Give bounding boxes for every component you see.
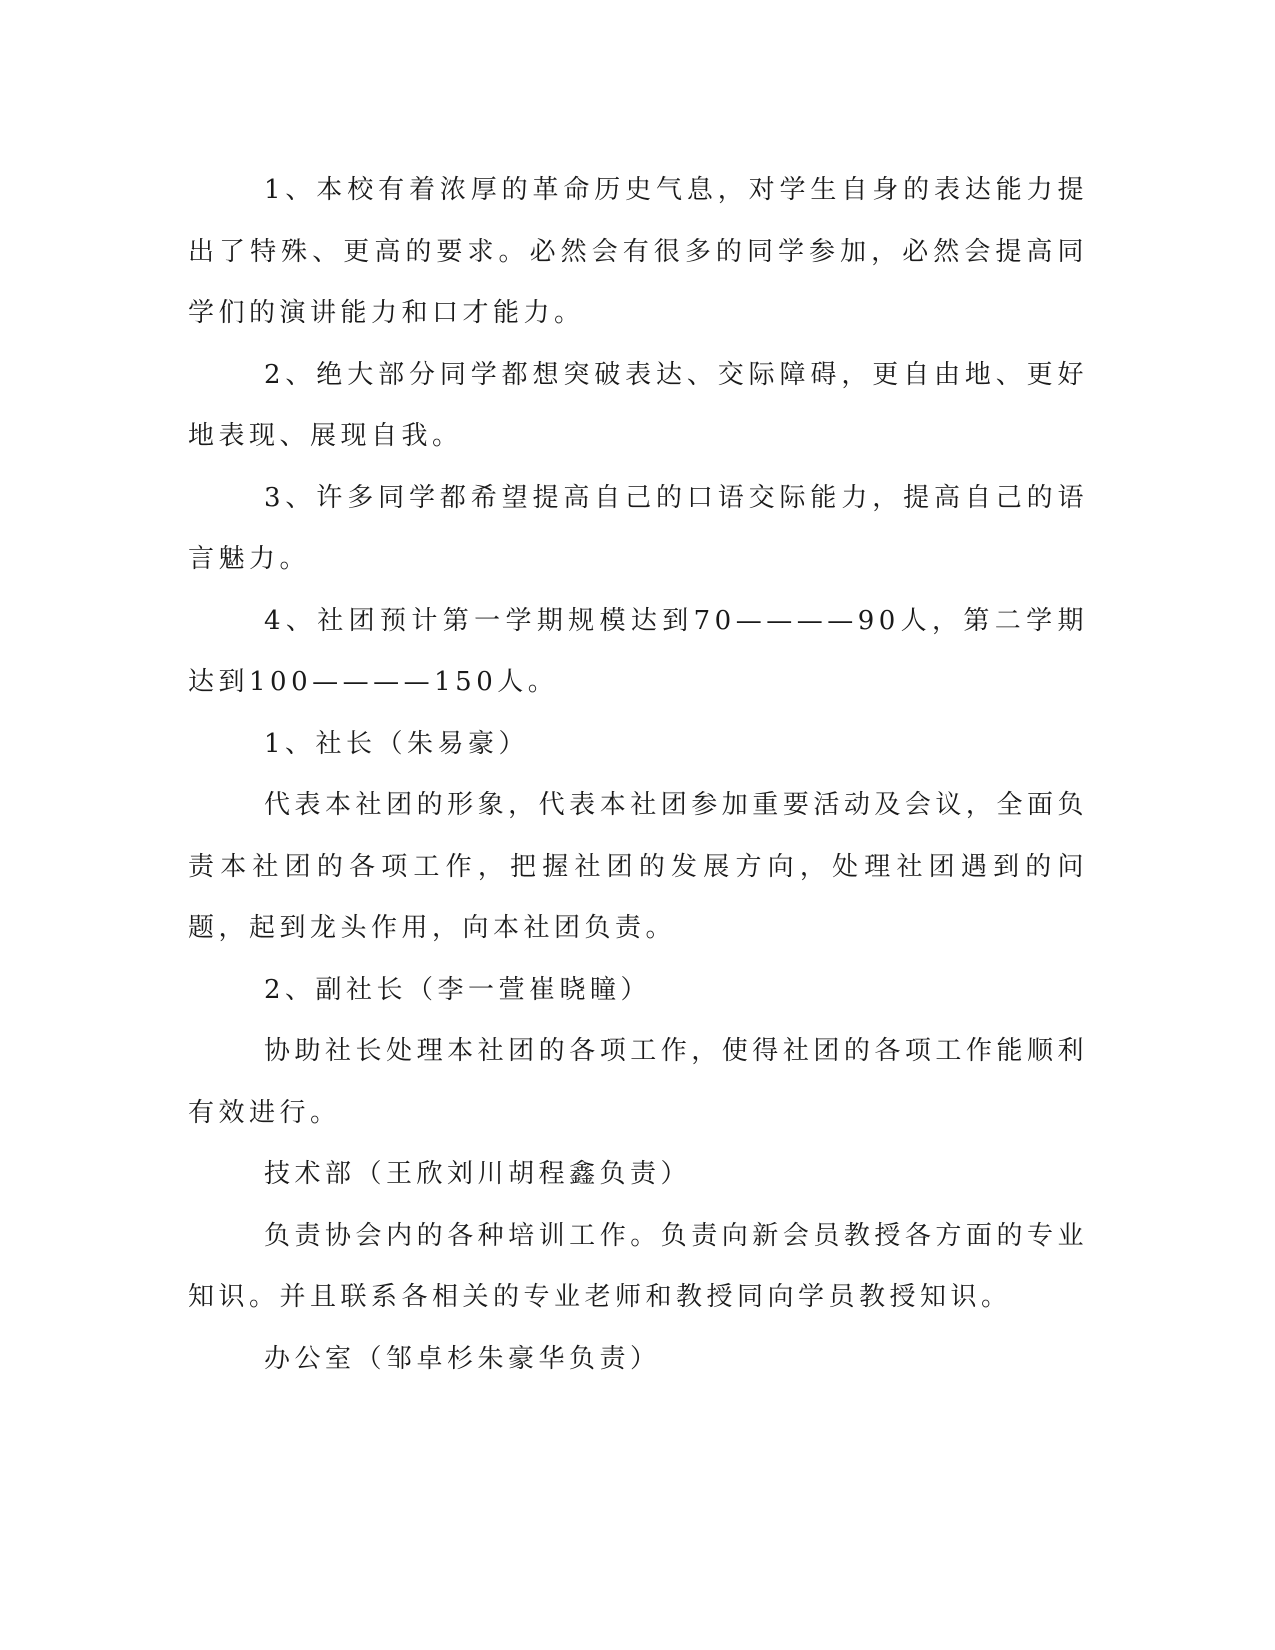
heading-president: 1、社长（朱易豪） xyxy=(264,728,530,759)
heading-vice-president: 2、副社长（李一萱崔晓瞳） xyxy=(264,974,652,1005)
heading-office: 办公室（邹卓杉朱豪华负责） xyxy=(264,1343,661,1374)
paragraph-reason-2: 2、绝大部分同学都想突破表达、交际障碍，更自由地、更好地表现、展现自我。 xyxy=(188,359,1088,451)
paragraph-reason-1: 1、本校有着浓厚的革命历史气息，对学生自身的表达能力提出了特殊、更高的要求。必然会有很多的同学参加，必然会提高同学们的演讲能力和口才能力。 xyxy=(188,175,1088,328)
paragraph-president-duties: 代表本社团的形象，代表本社团参加重要活动及会议，全面负责本社团的各项工作，把握社团的发展方向，处理社团遇到的问题，起到龙头作用，向本社团负责。 xyxy=(188,790,1088,943)
paragraph-vice-president-duties: 协助社长处理本社团的各项工作，使得社团的各项工作能顺利有效进行。 xyxy=(188,1036,1088,1128)
paragraph-reason-3: 3、许多同学都希望提高自己的口语交际能力，提高自己的语言魅力。 xyxy=(188,482,1088,574)
paragraph-scale-estimate: 4、社团预计第一学期规模达到70————90人，第二学期达到100————150人。 xyxy=(188,605,1088,697)
paragraph-tech-department-duties: 负责协会内的各种培训工作。负责向新会员教授各方面的专业知识。并且联系各相关的专业老师和教授同向学员教授知识。 xyxy=(188,1220,1088,1312)
heading-tech-department: 技术部（王欣刘川胡程鑫负责） xyxy=(264,1159,692,1189)
document-body xyxy=(188,160,1088,1390)
